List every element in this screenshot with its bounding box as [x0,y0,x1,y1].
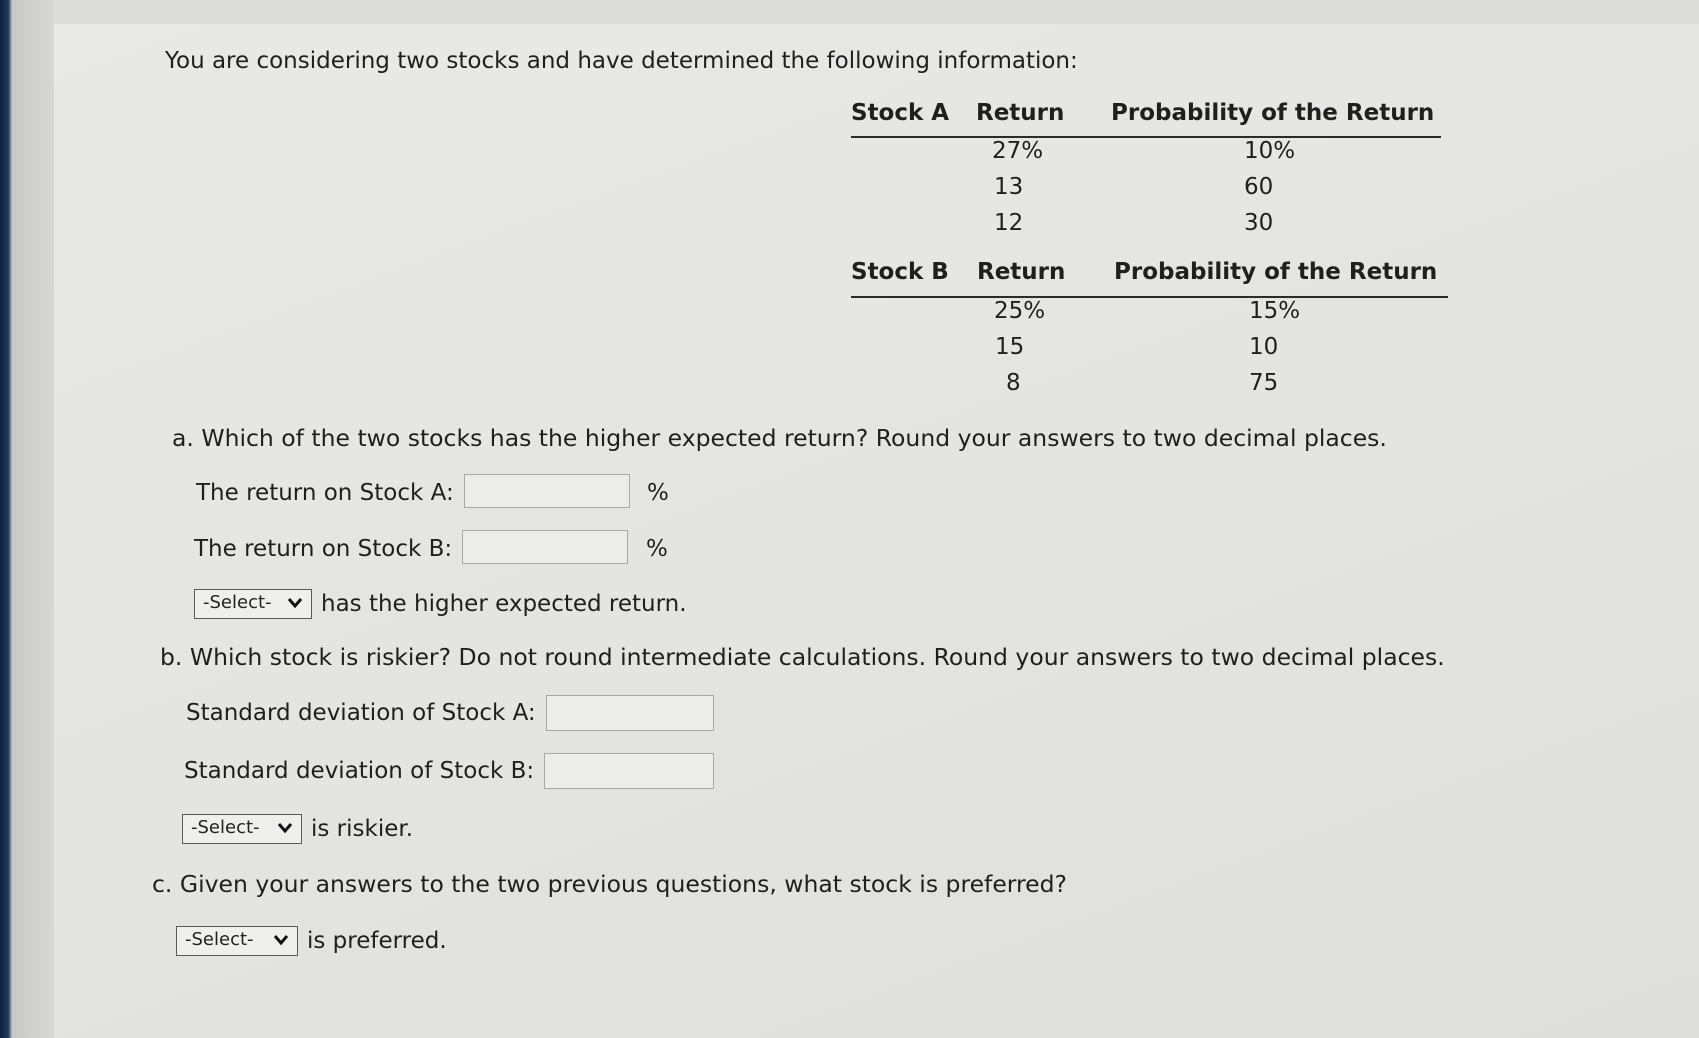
left-edge-panel [0,0,12,1038]
part-c-question: c. Given your answers to the two previous questions, what stock is preferred? [152,870,1068,898]
preferred-select-value: -Select- [185,929,254,950]
stock-a-header-rule [851,136,1441,138]
preferred-select[interactable] [176,926,298,956]
question-content [54,24,1699,1038]
stock-a-return-label: The return on Stock A: [196,480,454,506]
part-a-question: a. Which of the two stocks has the higher expected return? Round your answers to two decimal places. [172,424,1387,452]
stddev-b-input[interactable] [544,753,714,789]
stddev-a-label: Standard deviation of Stock A: [186,700,536,726]
chevron-down-icon [287,597,303,609]
stock-b-return-1: 25% [994,298,1046,324]
stock-a-return-input[interactable] [464,474,630,508]
stddev-a-input[interactable] [546,695,714,731]
preferred-suffix: is preferred. [307,928,447,954]
part-b-question: b. Which stock is riskier? Do not round intermediate calculations. Round your answers to two decimal places. [160,643,1445,671]
stock-a-prob-3: 30 [1244,210,1274,236]
stock-a-header-return: Return [976,100,1065,126]
stock-b-return-3: 8 [1006,370,1021,396]
question-intro: You are considering two stocks and have determined the following information: [165,48,1078,74]
stock-b-prob-2: 10 [1249,334,1279,360]
stock-a-header-name: Stock A [851,100,950,126]
riskier-select[interactable] [182,814,302,844]
higher-return-suffix: has the higher expected return. [321,591,687,617]
stock-b-prob-1: 15% [1249,298,1301,324]
higher-return-select-value: -Select- [203,592,272,613]
stock-a-percent-unit: % [647,480,669,506]
stock-b-return-2: 15 [995,334,1025,360]
stock-a-return-1: 27% [992,138,1044,164]
stddev-b-label: Standard deviation of Stock B: [184,758,535,784]
stock-b-percent-unit: % [646,536,668,562]
stock-b-header-rule [851,296,1448,298]
stock-a-return-3: 12 [994,210,1024,236]
stock-b-header-name: Stock B [851,259,949,285]
left-gutter [12,0,54,1038]
riskier-suffix: is riskier. [311,816,414,842]
riskier-select-value: -Select- [191,817,260,838]
stock-b-return-label: The return on Stock B: [194,536,453,562]
stock-a-prob-1: 10% [1244,138,1296,164]
stock-a-header-probability: Probability of the Return [1111,100,1435,126]
stock-b-header-probability: Probability of the Return [1114,259,1438,285]
stock-b-header-return: Return [977,259,1066,285]
chevron-down-icon [277,822,293,834]
higher-return-select[interactable] [194,589,312,619]
stock-a-return-2: 13 [994,174,1024,200]
stock-b-return-input[interactable] [462,530,628,564]
stock-a-prob-2: 60 [1244,174,1274,200]
chevron-down-icon [273,934,289,946]
stock-b-prob-3: 75 [1249,370,1279,396]
top-strip [54,0,1699,25]
